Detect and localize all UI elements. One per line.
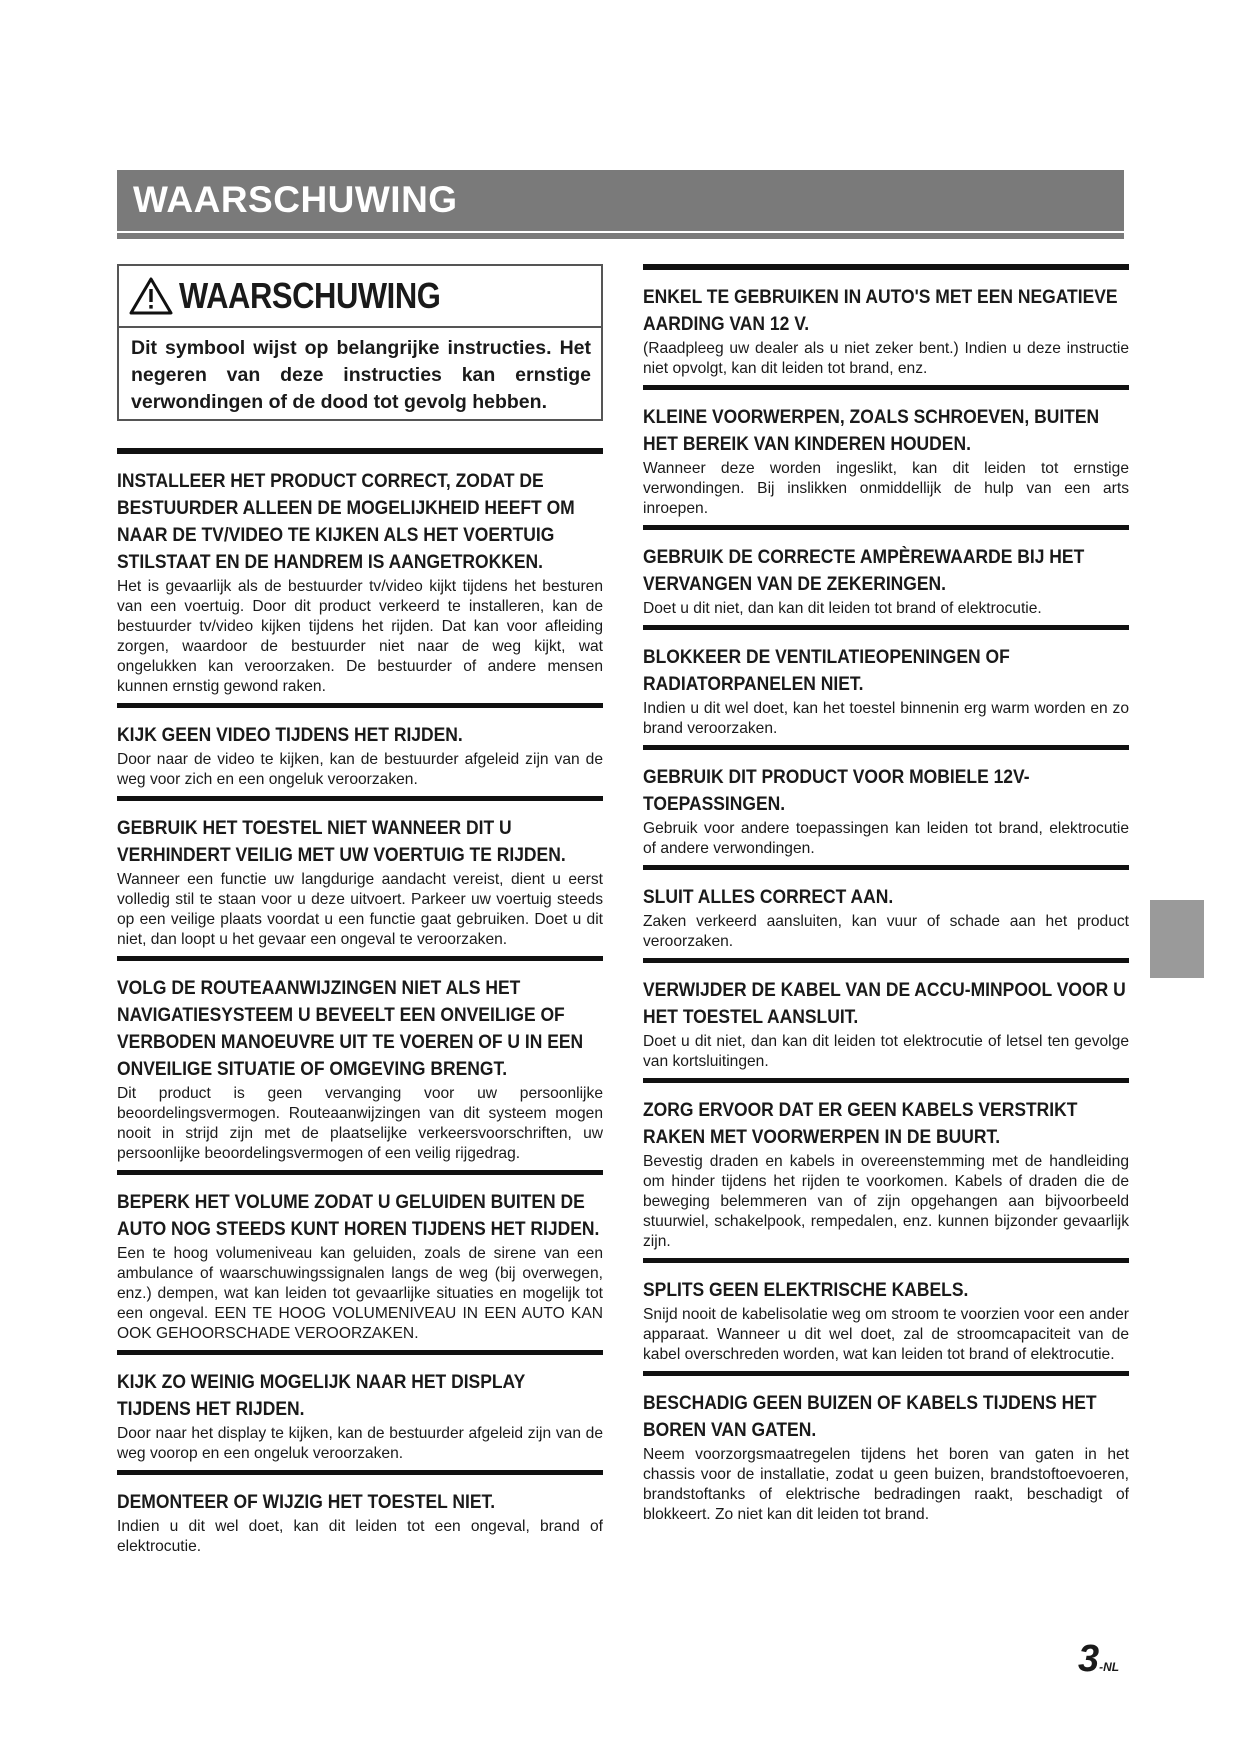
section-heading: VOLG DE ROUTEAANWIJZINGEN NIET ALS HET NAVIGATIESYSTEEM U BEVEELT EEN ONVEILIGE OF VERBODEN MANOEUVRE UIT TE VOEREN OF U IN EEN ONVEILIGE SITUATIE OF OMGEVING BRENGT.	[117, 978, 584, 1080]
warning-section	[117, 1475, 603, 1563]
warning-box-header	[119, 266, 601, 328]
section-heading: KIJK ZO WEINIG MOGELIJK NAAR HET DISPLAY TIJDENS HET RIJDEN.	[117, 1372, 525, 1420]
section-heading: BEPERK HET VOLUME ZODAT U GELUIDEN BUITEN DE AUTO NOG STEEDS KUNT HOREN TIJDENS HET RIJDEN.	[117, 1192, 600, 1240]
warning-section	[643, 1376, 1129, 1531]
section-body: Een te hoog volumeniveau kan geluiden, zoals de sirene van een ambulance of waarschuwingssignalen langs de weg (bij overwegen, enz.) dempen, wat kan leiden tot gevaarlijke situaties en mogelijk tot een ongeval. EEN TE HOOG VOLUMENIVEAU IN EEN AUTO KAN OOK GEHOORSCHADE VEROORZAKEN.	[117, 1245, 603, 1342]
section-body: Doet u dit niet, dan kan dit leiden tot brand of elektrocutie.	[643, 600, 1042, 617]
section-body: Het is gevaarlijk als de bestuurder tv/video kijkt tijdens het besturen van een voertuig. Door dit product verkeerd te installeren, kan de bestuurder tv/video kijken tijdens het rijden. Dat kan voor afleiding zorgen, waardoor de bestuurder niet naar de weg kijkt, wat ongelukken kan veroorzaken. De bestuurder of andere mensen kunnen ernstig gewond raken.	[117, 578, 603, 695]
page-number	[1078, 1638, 1119, 1681]
page-number-value: 3	[1078, 1638, 1100, 1680]
warning-section	[117, 454, 603, 708]
warning-section	[117, 708, 603, 801]
warning-section	[643, 1083, 1129, 1263]
section-heading: KLEINE VOORWERPEN, ZOALS SCHROEVEN, BUITEN HET BEREIK VAN KINDEREN HOUDEN.	[643, 407, 1100, 455]
section-heading: GEBRUIK HET TOESTEL NIET WANNEER DIT U VERHINDERT VEILIG MET UW VOERTUIG TE RIJDEN.	[117, 818, 566, 866]
warning-box	[117, 264, 603, 421]
section-heading: ZORG ERVOOR DAT ER GEEN KABELS VERSTRIKT RAKEN MET VOORWERPEN IN DE BUURT.	[643, 1100, 1078, 1148]
section-heading: GEBRUIK DE CORRECTE AMPÈREWAARDE BIJ HET VERVANGEN VAN DE ZEKERINGEN.	[643, 547, 1085, 595]
section-heading: VERWIJDER DE KABEL VAN DE ACCU-MINPOOL VOOR U HET TOESTEL AANSLUIT.	[643, 980, 1126, 1028]
section-heading: GEBRUIK DIT PRODUCT VOOR MOBIELE 12V-TOEPASSINGEN.	[643, 767, 1030, 815]
section-body: Indien u dit wel doet, kan het toestel binnenin erg warm worden en zo brand veroorzaken.	[643, 700, 1129, 737]
section-heading: SLUIT ALLES CORRECT AAN.	[643, 887, 894, 908]
section-heading: DEMONTEER OF WIJZIG HET TOESTEL NIET.	[117, 1492, 496, 1513]
warning-section	[117, 801, 603, 961]
warning-section	[643, 870, 1129, 963]
banner-rule	[117, 233, 1124, 239]
section-banner	[117, 170, 1124, 231]
section-body: Wanneer een functie uw langdurige aandacht vereist, dient u eerst volledig stil te staan voor u deze uitvoert. Parkeer uw voertuig steeds op een veilige plaats voordat u een functie gaat gebruiken. Doet u dit niet, dan loopt u het gevaar een ongeval te veroorzaken.	[117, 871, 603, 948]
section-body: Wanneer deze worden ingeslikt, kan dit leiden tot ernstige verwondingen. Bij inslikken onmiddellijk de hulp van een arts inroepen.	[643, 460, 1129, 517]
section-body: Neem voorzorgsmaatregelen tijdens het boren van gaten in het chassis voor de installatie, zodat u geen buizen, brandstoftoevoeren, brandstoftanks of elektrische bedradingen raakt, beschadigt of blokkeert. Zo niet kan dit leiden tot brand.	[643, 1446, 1129, 1523]
section-body: Bevestig draden en kabels in overeenstemming met de handleiding om hinder tijdens het rijden te voorkomen. Kabels of draden die de beweging belemmeren van of zijn opgehangen aan bijvoorbeeld stuurwiel, schakelpook, rempedalen, enz. kunnen bijzonder gevaarlijk zijn.	[643, 1153, 1129, 1250]
warning-section	[643, 630, 1129, 750]
warning-section	[643, 750, 1129, 870]
warning-section	[117, 961, 603, 1175]
section-body: Dit product is geen vervanging voor uw persoonlijke beoordelingsvermogen. Routeaanwijzingen van dit systeem mogen nooit in strijd zijn met de plaatselijke verkeersvoorschriften, uw persoonlijke beoordelingsvermogen of een veilig rijgedrag.	[117, 1085, 603, 1162]
warning-triangle-icon	[129, 276, 173, 316]
warning-section	[643, 270, 1129, 390]
section-body: Snijd nooit de kabelisolatie weg om stroom te voorzien voor een ander apparaat. Wanneer u dit wel doet, zal de stroomcapaciteit van de kabel overschreden worden, wat kan leiden tot brand of elektrocutie.	[643, 1306, 1129, 1363]
warning-box-text: Dit symbool wijst op belangrijke instructies. Het negeren van deze instructies kan ernstige verwondingen of de dood tot gevolg hebben.	[131, 337, 591, 413]
warning-section	[643, 1263, 1129, 1376]
warning-section	[117, 1175, 603, 1355]
banner-title: WAARSCHUWING	[133, 179, 458, 220]
section-heading: ENKEL TE GEBRUIKEN IN AUTO'S MET EEN NEGATIEVE AARDING VAN 12 V.	[643, 287, 1118, 335]
section-heading: SPLITS GEEN ELEKTRISCHE KABELS.	[643, 1280, 969, 1301]
section-body: Door naar het display te kijken, kan de bestuurder afgeleid zijn van de weg voorop en een ongeluk veroorzaken.	[117, 1425, 603, 1462]
warning-section	[117, 1355, 603, 1475]
section-body: Doet u dit niet, dan kan dit leiden tot elektrocutie of letsel ten gevolge van kortsluitingen.	[643, 1033, 1129, 1070]
section-body: Zaken verkeerd aansluiten, kan vuur of schade aan het product veroorzaken.	[643, 913, 1129, 950]
right-column	[643, 264, 1129, 1531]
section-heading: KIJK GEEN VIDEO TIJDENS HET RIJDEN.	[117, 725, 463, 746]
section-body: Gebruik voor andere toepassingen kan leiden tot brand, elektrocutie of andere verwondingen.	[643, 820, 1129, 857]
section-body: Indien u dit wel doet, kan dit leiden tot een ongeval, brand of elektrocutie.	[117, 1518, 603, 1555]
warning-section	[643, 530, 1129, 630]
warning-section	[643, 390, 1129, 530]
page-language-suffix: -NL	[1099, 1660, 1120, 1674]
section-heading: BLOKKEER DE VENTILATIEOPENINGEN OF RADIATORPANELEN NIET.	[643, 647, 1010, 695]
section-body: (Raadpleeg uw dealer als u niet zeker bent.) Indien u deze instructie niet opvolgt, kan dit leiden tot brand, enz.	[643, 340, 1129, 377]
warning-box-title: WAARSCHUWING	[179, 275, 441, 316]
thumb-index-tab	[1150, 900, 1204, 978]
section-heading: BESCHADIG GEEN BUIZEN OF KABELS TIJDENS HET BOREN VAN GATEN.	[643, 1393, 1097, 1441]
section-heading: INSTALLEER HET PRODUCT CORRECT, ZODAT DE BESTUURDER ALLEEN DE MOGELIJKHEID HEEFT OM NAAR DE TV/VIDEO TE KIJKEN ALS HET VOERTUIG STILSTAAT EN DE HANDREM IS AANGETROKKEN.	[117, 471, 575, 573]
section-body: Door naar de video te kijken, kan de bestuurder afgeleid zijn van de weg voor zich en een ongeluk veroorzaken.	[117, 751, 603, 788]
warning-section	[643, 963, 1129, 1083]
left-column	[117, 264, 603, 1563]
